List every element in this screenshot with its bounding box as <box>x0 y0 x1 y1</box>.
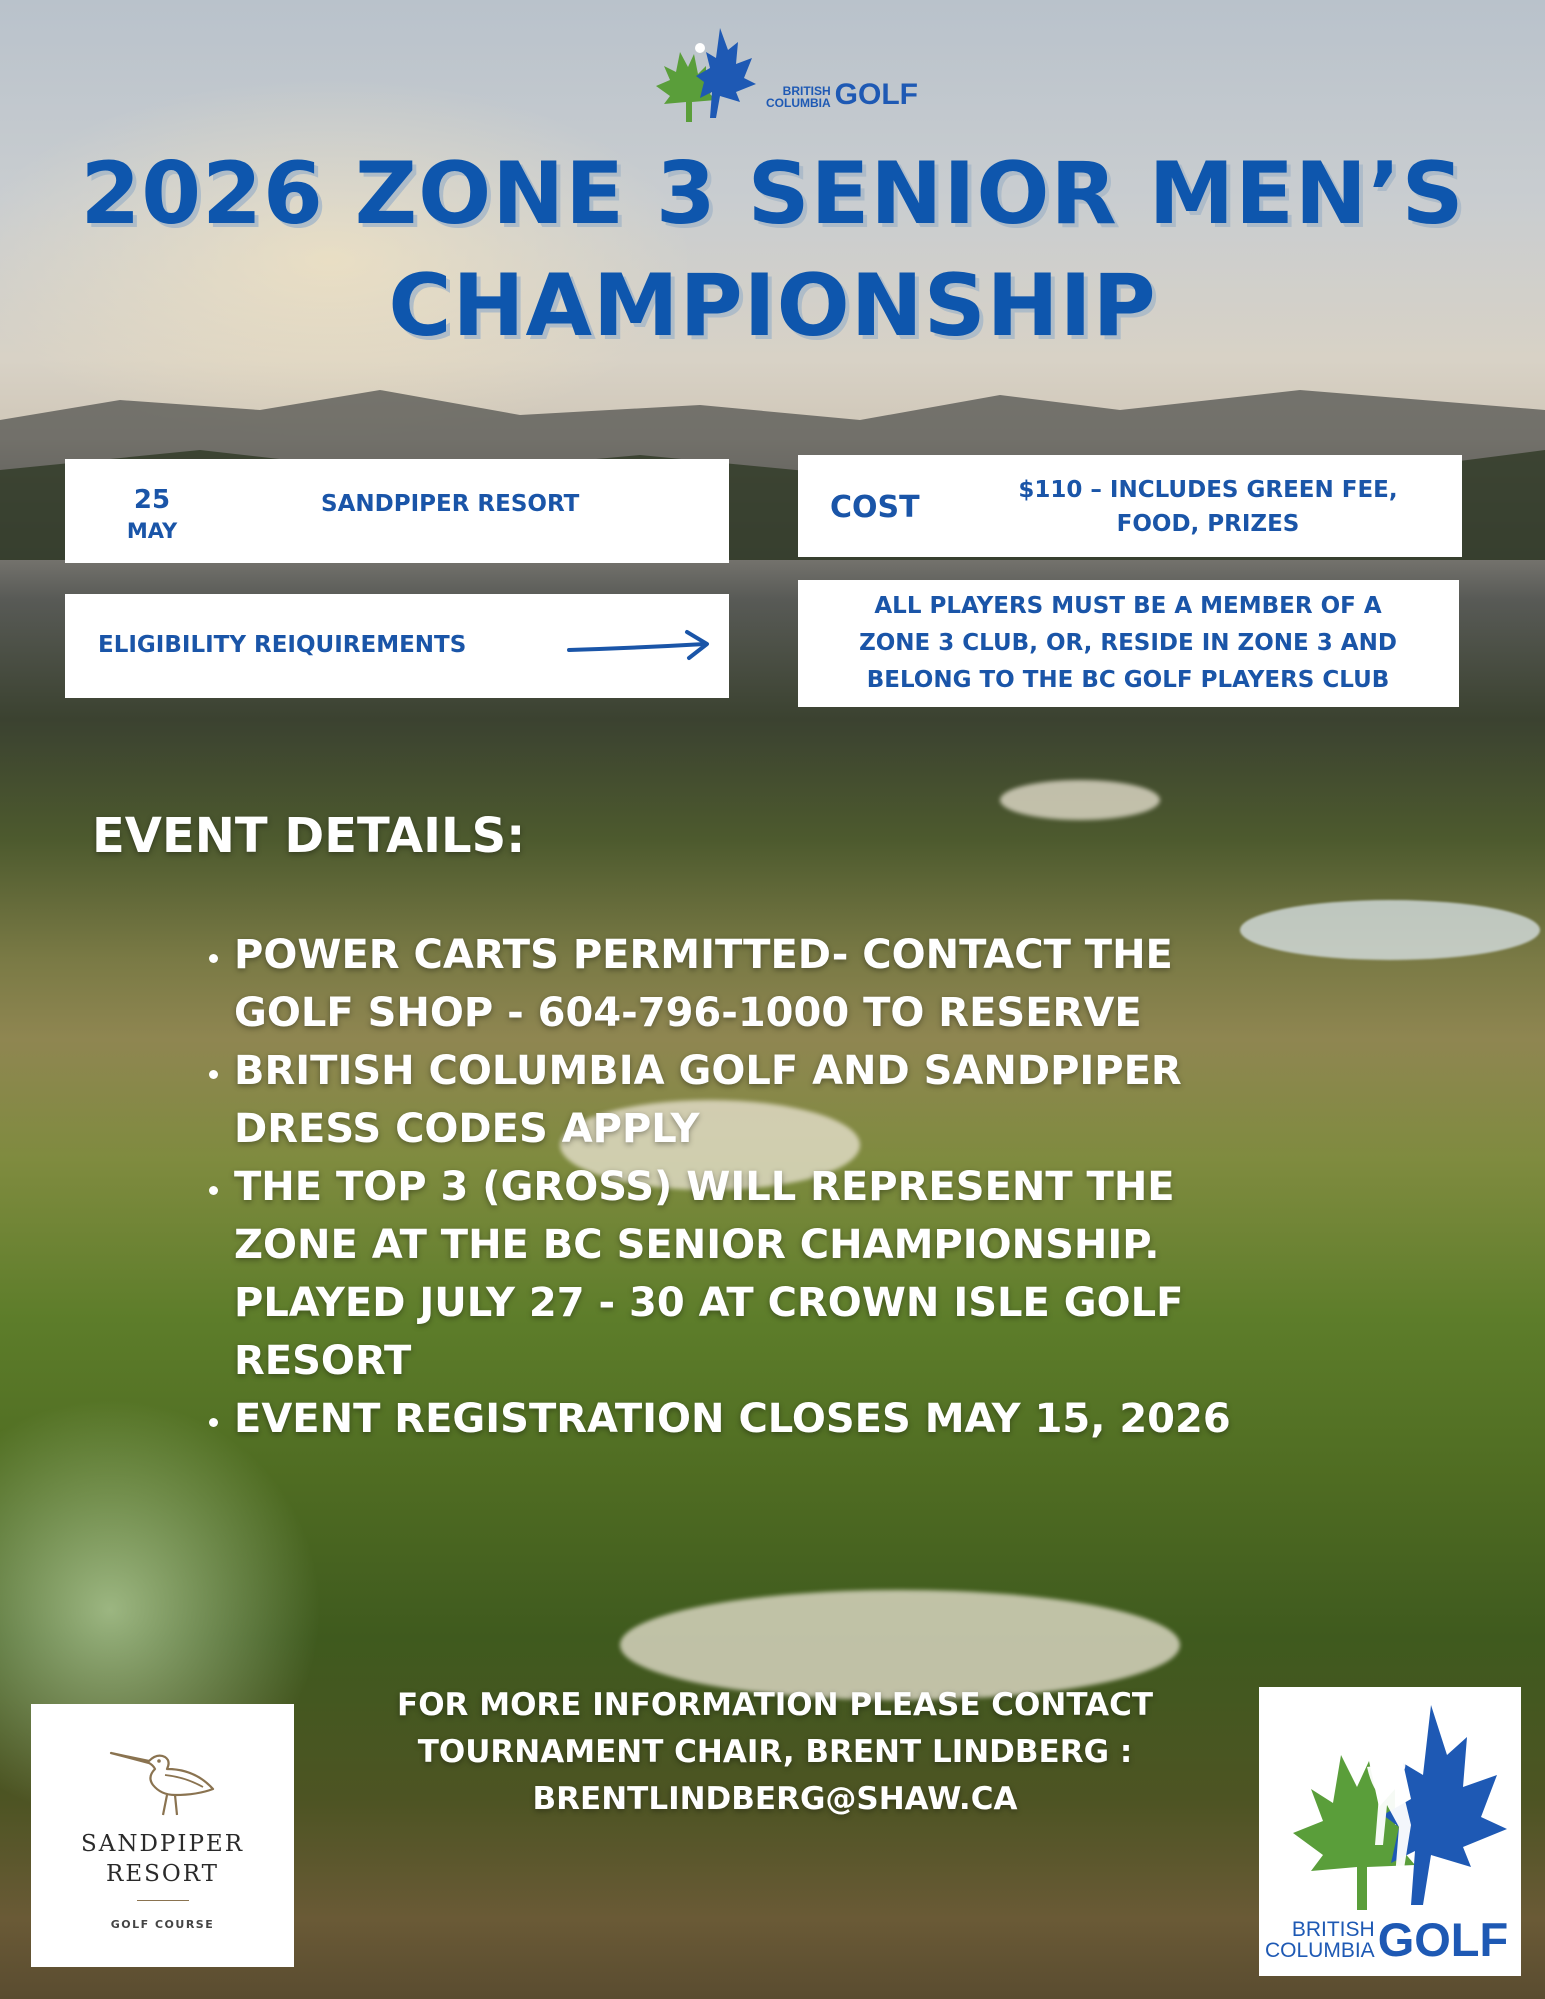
event-title-line2: CHAMPIONSHIP <box>388 256 1157 356</box>
bc-golf-small-text <box>1265 1919 1375 1961</box>
event-title-line1: 2026 ZONE 3 SENIOR MEN’S <box>80 144 1465 244</box>
eligibility-card <box>65 594 729 698</box>
list-item-line: • EVENT REGISTRATION CLOSES MAY 15, 2026 <box>234 1396 1231 1442</box>
maple-leaf-golfer-icon <box>1271 1695 1511 1920</box>
bc-golf-logo <box>1259 1687 1521 1976</box>
sandpiper-bird-icon <box>105 1739 225 1819</box>
cost-label: COST <box>830 490 920 525</box>
list-item-line: PLAYED JULY 27 - 30 AT CROWN ISLE GOLF <box>234 1280 1184 1326</box>
eligibility-label: ELIGIBILITY REIQUIREMENTS <box>98 632 467 658</box>
bc-golf-wordmark <box>1265 1913 1509 1966</box>
header-logo-small-text <box>766 85 831 109</box>
list-item-line: • THE TOP 3 (GROSS) WILL REPRESENT THE <box>234 1164 1175 1210</box>
cost-description <box>978 473 1438 541</box>
arrow-right-icon <box>565 628 715 662</box>
eligibility-rule-text <box>818 588 1438 699</box>
bunker-shape <box>1000 780 1160 820</box>
header-logo-wordmark <box>766 78 918 111</box>
bc-golf-british: BRITISH <box>1291 1918 1375 1941</box>
eligibility-rule-card <box>798 580 1459 707</box>
list-item <box>234 1158 1434 1390</box>
list-item <box>234 1042 1434 1158</box>
maple-leaf-golfer-icon <box>640 22 760 128</box>
eligibility-rule-line-3: BELONG TO THE BC GOLF PLAYERS CLUB <box>866 667 1390 693</box>
cost-card <box>798 455 1462 557</box>
contact-line-1: FOR MORE INFORMATION PLEASE CONTACT <box>397 1687 1153 1723</box>
list-item-line: • BRITISH COLUMBIA GOLF AND SANDPIPER <box>234 1048 1182 1094</box>
event-date-day: 25 <box>133 485 171 515</box>
header-logo-columbia: COLUMBIA <box>766 96 831 110</box>
event-details-heading: EVENT DETAILS: <box>92 808 526 864</box>
contact-line-2: TOURNAMENT CHAIR, BRENT LINDBERG : <box>417 1734 1133 1770</box>
eligibility-rule-line-2: ZONE 3 CLUB, OR, RESIDE IN ZONE 3 AND <box>859 630 1397 656</box>
eligibility-rule-line-1: ALL PLAYERS MUST BE A MEMBER OF A <box>874 593 1382 619</box>
list-item-line: RESORT <box>234 1338 412 1384</box>
list-item-line: DRESS CODES APPLY <box>234 1106 700 1152</box>
contact-email: BRENTLINDBERG@SHAW.CA <box>532 1781 1018 1817</box>
list-item-line: • POWER CARTS PERMITTED- CONTACT THE <box>234 932 1173 978</box>
event-date-month: MAY <box>126 519 178 543</box>
sandpiper-subtitle: GOLF COURSE <box>110 1918 215 1931</box>
event-title <box>0 138 1545 362</box>
cost-line-2: FOOD, PRIZES <box>1116 511 1300 537</box>
date-venue-card <box>65 459 729 563</box>
cost-line-1: $110 – INCLUDES GREEN FEE, <box>1018 477 1398 503</box>
event-details-list <box>190 926 1434 1448</box>
header-logo-british: BRITISH <box>782 84 831 98</box>
contact-info <box>310 1682 1240 1823</box>
header-logo-golf: GOLF <box>834 78 918 111</box>
event-venue: SANDPIPER RESORT <box>321 491 580 517</box>
list-item <box>234 1390 1434 1448</box>
list-item-line: ZONE AT THE BC SENIOR CHAMPIONSHIP. <box>234 1222 1160 1268</box>
sandpiper-name-line-2: RESORT <box>106 1861 219 1887</box>
list-item-line: GOLF SHOP - 604-796-1000 TO RESERVE <box>234 990 1142 1036</box>
divider <box>137 1900 189 1901</box>
bc-golf-header-logo <box>640 22 918 128</box>
list-item <box>234 926 1434 1042</box>
bc-golf-golf: GOLF <box>1377 1913 1509 1966</box>
bc-golf-columbia: COLUMBIA <box>1265 1939 1375 1962</box>
sandpiper-name-line-1: SANDPIPER <box>80 1831 245 1857</box>
sandpiper-resort-logo <box>31 1704 294 1967</box>
